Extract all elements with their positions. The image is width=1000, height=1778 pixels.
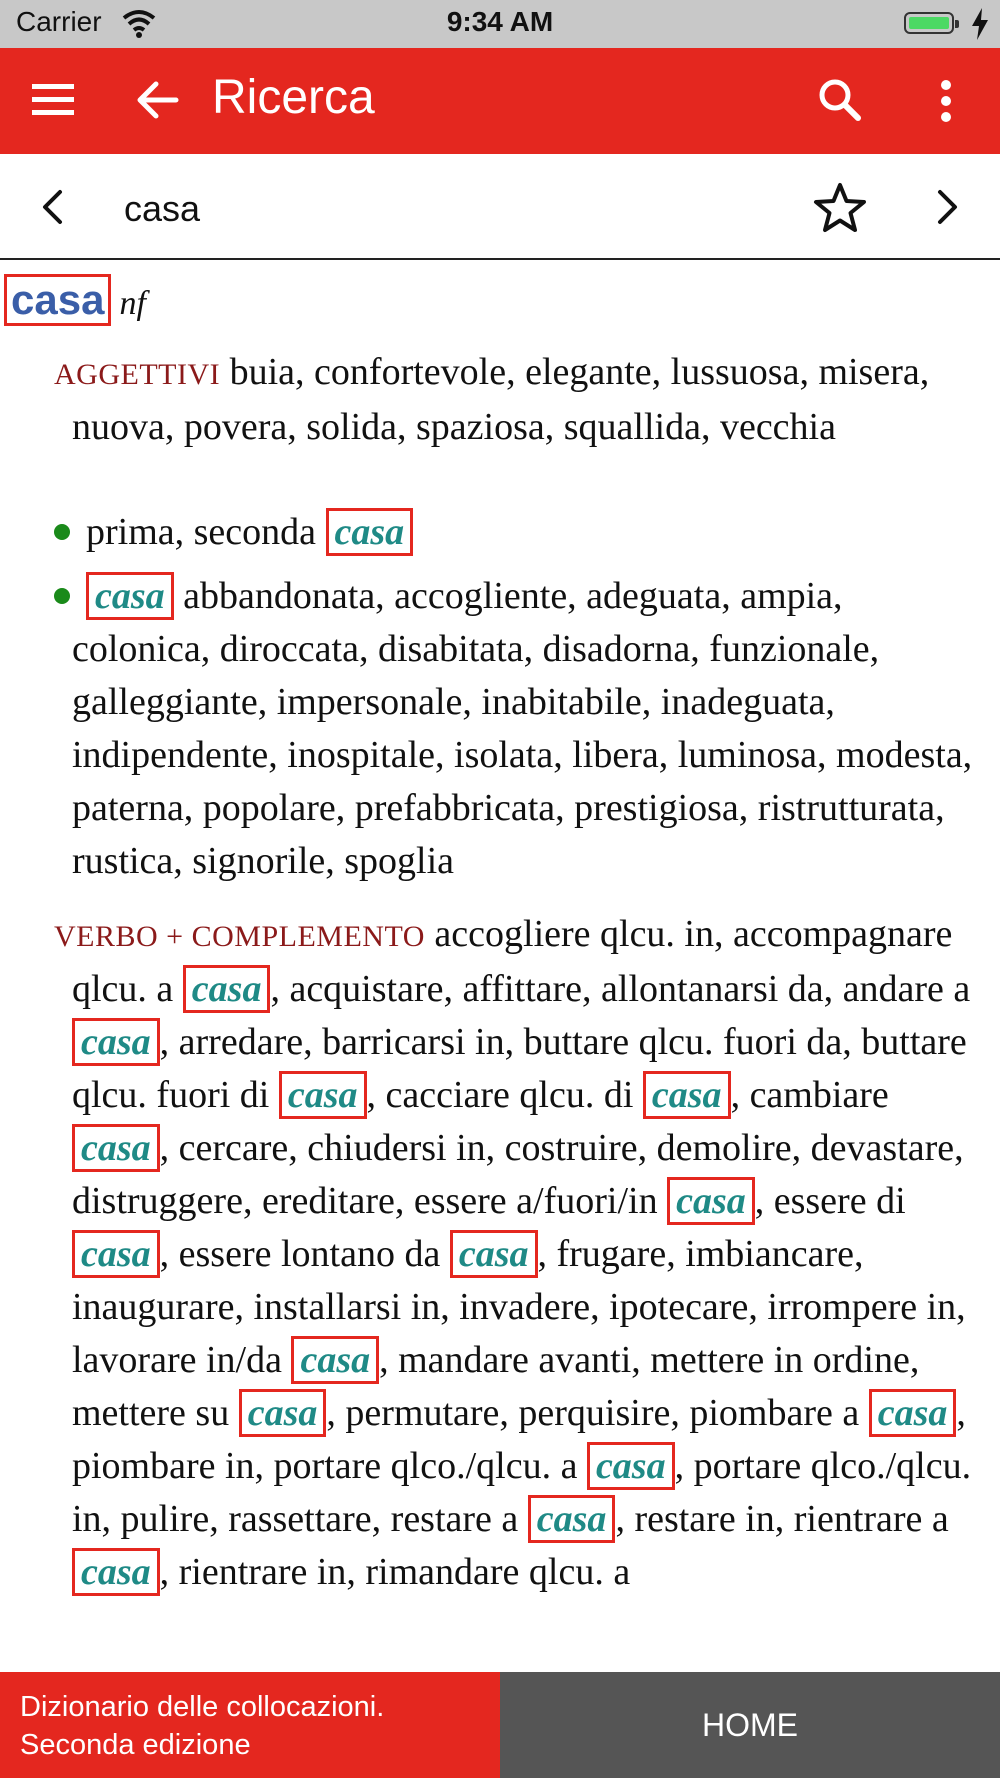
highlight-match[interactable]: casa: [291, 1336, 379, 1384]
book-title-line2: Seconda edizione: [20, 1729, 251, 1761]
collocation-text: , restare in, rientrare a: [615, 1498, 949, 1540]
collocation-text: , acquistare, affittare, allontanarsi da, andare a: [270, 968, 971, 1010]
collocation-text: accogliere qlcu. in, accompagnare qlcu. a: [72, 913, 953, 1010]
collocation-text: , cambiare: [730, 1074, 889, 1116]
highlight-match[interactable]: casa: [587, 1442, 675, 1490]
collocation-text: , frugare, imbiancare, inaugurare, installarsi in, invadere, ipotecare, irrompere in, lavorare in/da: [72, 1233, 966, 1381]
chevron-right-icon[interactable]: [936, 188, 960, 226]
search-row: [0, 154, 1000, 260]
collocation-text: , cacciare qlcu. di: [366, 1074, 643, 1116]
home-button[interactable]: HOME: [500, 1672, 1000, 1778]
collocation-text: , portare qlco./qlcu. in, pulire, rassettare, restare a: [72, 1445, 972, 1540]
highlight-match[interactable]: casa: [643, 1071, 731, 1119]
chevron-left-icon[interactable]: [40, 188, 64, 226]
aggettivi-label: AGGETTIVI: [54, 358, 221, 391]
highlight-match[interactable]: casa: [326, 508, 414, 556]
back-arrow-icon[interactable]: [136, 80, 180, 120]
highlight-match[interactable]: casa: [239, 1389, 327, 1437]
status-bar: [0, 0, 1000, 48]
battery-icon: [904, 12, 954, 34]
highlight-match[interactable]: casa: [86, 572, 174, 620]
bullet-text: prima, seconda: [86, 511, 317, 553]
verbo-text: [72, 913, 971, 1596]
verbo-label: VERBO + COMPLEMENTO: [54, 920, 425, 953]
highlight-match[interactable]: casa: [72, 1018, 160, 1066]
collocation-text: , permutare, perquisire, piombare a: [326, 1392, 869, 1434]
menu-icon[interactable]: [32, 82, 74, 118]
bullet-dot: [54, 588, 70, 604]
collocation-text: , essere lontano da: [159, 1233, 450, 1275]
carrier-label: Carrier: [16, 6, 102, 37]
more-vert-icon[interactable]: [938, 80, 954, 122]
highlight-match[interactable]: casa: [72, 1230, 160, 1278]
charging-bolt-icon: [970, 8, 990, 40]
bullet-item: [54, 506, 984, 559]
page-title: Ricerca: [212, 71, 375, 124]
aggettivi-section: [54, 346, 984, 454]
highlight-match[interactable]: casa: [279, 1071, 367, 1119]
collocation-text: , mandare avanti, mettere in ordine, mettere su: [72, 1339, 920, 1434]
highlight-match[interactable]: casa: [528, 1495, 616, 1543]
aggettivi-text: buia, confortevole, elegante, lussuosa, misera, nuova, povera, solida, spaziosa, squallida, vecchia: [72, 351, 930, 448]
part-of-speech: nf: [119, 285, 146, 322]
highlight-match[interactable]: casa: [450, 1230, 538, 1278]
app-bar: [0, 48, 1000, 154]
collocation-text: , rientrare in, rimandare qlcu. a: [159, 1551, 631, 1593]
collocation-text: , cercare, chiudersi in, costruire, demolire, devastare, distruggere, ereditare, essere a/fuori/in: [72, 1127, 964, 1222]
verbo-section: [54, 908, 984, 1599]
highlight-match[interactable]: casa: [72, 1548, 160, 1596]
bullet-item: [54, 570, 984, 888]
clock: 9:34 AM: [446, 6, 554, 37]
headword: casa: [4, 274, 111, 326]
bullet-text: abbandonata, accogliente, adeguata, ampia, colonica, diroccata, disabitata, disadorna, funzionale, galleggiante, impersonale, inabitabile, inadeguata, indipendente, inospitale, isolata, libera, luminosa, modesta, paterna, popolare, prefabbricata, prestigiosa, ristrutturata, rustica, signorile, spoglia: [72, 575, 973, 882]
book-title-button[interactable]: [0, 1672, 500, 1778]
highlight-match[interactable]: casa: [183, 965, 271, 1013]
search-icon[interactable]: [818, 78, 862, 122]
entry-content: [0, 262, 1000, 1672]
search-query[interactable]: casa: [124, 188, 201, 229]
collocation-text: , essere di: [754, 1180, 906, 1222]
highlight-match[interactable]: casa: [72, 1124, 160, 1172]
bullet-dot: [54, 524, 70, 540]
entry-header: [4, 274, 146, 328]
collocation-text: , piombare in, portare qlco./qlcu. a: [72, 1392, 966, 1487]
star-outline-icon[interactable]: [812, 182, 868, 234]
bottom-bar: [0, 1672, 1000, 1778]
book-title-line1: Dizionario delle collocazioni.: [20, 1691, 385, 1723]
highlight-match[interactable]: casa: [667, 1177, 755, 1225]
collocation-text: , arredare, barricarsi in, buttare qlcu. fuori da, buttare qlcu. fuori di: [72, 1021, 967, 1116]
highlight-match[interactable]: casa: [869, 1389, 957, 1437]
